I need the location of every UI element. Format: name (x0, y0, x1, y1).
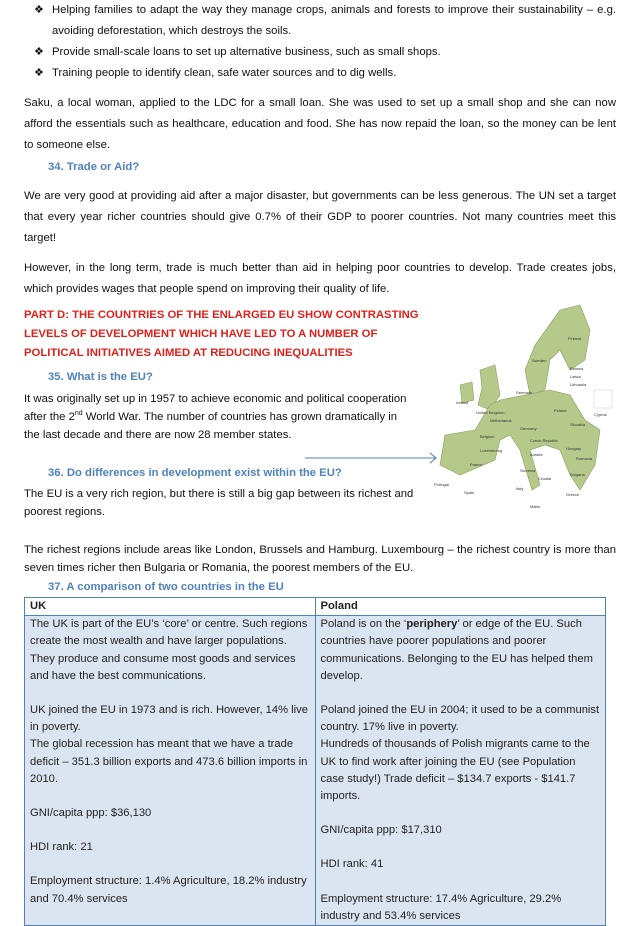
map-label: Hungary (566, 446, 582, 451)
diamond-bullet-icon: ❖ (34, 46, 44, 58)
uk-text: The UK is part of the EU’s ‘core’ or centre. Such regions create the most wealth and have larger populations. They produce and consume most goods and services and have the best communications. (30, 618, 308, 682)
map-label: Poland (554, 408, 567, 413)
map-label: Finland (568, 336, 582, 341)
map-label: France (470, 462, 483, 467)
richest-paragraph: The richest regions include areas like London, Brussels and Hamburg. Luxembourg – the richest country is more than seven times richer then Bulgaria or Romania, the poorest members of the EU. (24, 544, 616, 574)
bullet-item (34, 42, 616, 63)
uk-hdi: HDI rank: 21 (30, 841, 93, 854)
map-label: Cyprus (594, 412, 607, 417)
uk-text: UK joined the EU in 1973 and is rich. However, 14% live in poverty. (30, 704, 308, 734)
map-label: Belgium (480, 434, 495, 439)
header-poland: Poland (315, 598, 606, 616)
map-label: Greece (566, 492, 580, 497)
map-label: Denmark (516, 390, 533, 395)
map-label: Bulgaria (570, 472, 585, 477)
poland-text: Hundreds of thousands of Polish migrants came to the UK to find work after joining the EU (see Population case study!) Trade deficit – $134.7 exports - $141.7 imports. (320, 738, 590, 803)
map-label: Slovakia (570, 422, 586, 427)
poland-employment: Employment structure: 17.4% Agriculture, 29.2% industry and 53.4% services (320, 892, 562, 922)
heading-comparison: 37. A comparison of two countries in the EU (48, 581, 284, 593)
map-label: Austria (530, 452, 543, 457)
saku-paragraph: Saku, a local woman, applied to the LDC for a small loan. She was used to set up a small shop and she can now afford the essentials such as healthcare, education and food. She has now repaid the loan, so the money can be lent to someone else. (24, 97, 616, 151)
eu-text-a: It was originally set up in 1957 to achieve economic and political cooperation after the 2 (24, 393, 407, 423)
map-label: Italy (516, 486, 524, 491)
map-label: Romania (576, 456, 593, 461)
bullet-text: Helping families to adapt the way they manage crops, animals and forests to improve their sustainability – e.g. avoiding deforestation, which destroys the soils. (52, 4, 616, 37)
heading-what-is-eu: 35. What is the EU? (48, 371, 153, 383)
map-label: Ireland (456, 400, 469, 405)
map-label: Slovenia (520, 468, 536, 473)
map-label: Sweden (532, 358, 547, 363)
map-label: Croatia (538, 476, 551, 481)
uk-employment: Employment structure: 1.4% Agriculture, 18.2% industry and 70.4% services (30, 875, 307, 905)
eu-paragraph (24, 390, 414, 444)
map-label: Spain (464, 490, 475, 495)
heading-differences: 36. Do differences in development exist within the EU? (48, 467, 342, 479)
comparison-table (24, 597, 606, 926)
map-label: Germany (520, 426, 537, 431)
bullet-text: Training people to identify clean, safe water sources and to dig wells. (52, 67, 397, 79)
diamond-bullet-icon: ❖ (34, 4, 44, 16)
pl-bold: periphery (406, 618, 458, 631)
differences-paragraph: The EU is a very rich region, but there is still a big gap between its richest and poorest regions. (24, 488, 414, 518)
map-label: Czech Republic (530, 438, 559, 443)
trade-paragraph-2: However, in the long term, trade is much better than aid in helping poor countries to develop. Trade creates jobs, which provides wages that people spend on improving their quality of life. (24, 262, 616, 295)
bullet-text: Provide small-scale loans to set up alternative business, such as small shops. (52, 46, 441, 58)
poland-gni: GNI/capita ppp: $17,310 (320, 824, 442, 837)
poland-text (321, 616, 601, 685)
map-label: Latvia (570, 374, 581, 379)
bullet-item (34, 63, 616, 84)
uk-cell (25, 616, 316, 926)
eu-text-b: World War. The number of countries has grown dramatically in the last decade and there are now 28 member states. (24, 411, 398, 441)
heading-trade-or-aid: 34. Trade or Aid? (48, 161, 140, 173)
part-d-heading: PART D: THE COUNTRIES OF THE ENLARGED EU SHOW CONTRASTING LEVELS OF DEVELOPMENT WHICH HAVE LED TO A NUMBER OF POLITICAL INITIATIVES AIMED AT REDUCING INEQUALITIES (24, 309, 419, 359)
pl-a: Poland is on the ‘ (320, 618, 407, 631)
eu-map-image (420, 300, 620, 512)
map-label: Luxembourg (480, 448, 503, 453)
map-label: Lithuania (570, 382, 587, 387)
bullet-item (34, 0, 616, 42)
map-label: Netherlands (490, 418, 512, 423)
poland-cell (315, 616, 606, 926)
eu-sup: nd (74, 410, 83, 418)
map-label: United Kingdom (476, 410, 505, 415)
diamond-bullet-icon: ❖ (34, 67, 44, 79)
map-label: Portugal (434, 482, 449, 487)
uk-text: The global recession has meant that we have a trade deficit – 351.3 billion exports and 473.6 billion imports in 2010. (30, 738, 308, 785)
uk-gni: GNI/capita ppp: $36,130 (30, 807, 152, 820)
header-uk: UK (25, 598, 316, 616)
poland-hdi: HDI rank: 41 (320, 858, 384, 871)
pl-b: ’ or edge of the EU. Such countries have poorer populations and poorer communications. Belonging to the EU has helped them develop. (320, 618, 593, 682)
trade-paragraph-1: We are very good at providing aid after a major disaster, but governments can be less generous. The UN set a target that every year richer countries should give 0.7% of their GDP to poorer countries. Not many countries meet this target! (24, 190, 616, 244)
map-label: Estonia (570, 366, 584, 371)
poland-text: Poland joined the EU in 2004; it used to be a communist country. 17% live in poverty. (320, 704, 600, 734)
map-label: Malta (530, 504, 540, 509)
